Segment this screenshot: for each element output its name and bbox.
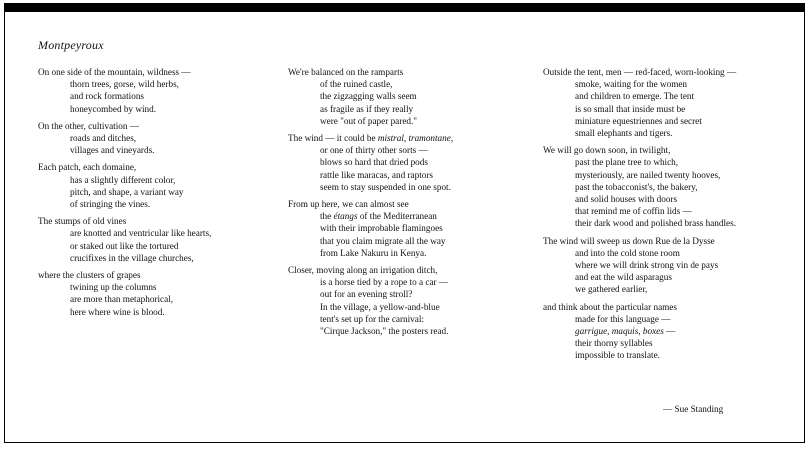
poem-line: their dark wood and polished brass handles. [575,218,737,229]
poem-line: or staked out like the tortured [70,240,179,251]
poem-line: villages and vineyards. [70,145,155,156]
poem-line: small elephants and tigers. [575,128,673,139]
poem-line: impossible to translate. [575,350,660,361]
line-text: of the Mediterranean [359,211,437,222]
poem-line [288,132,453,144]
poem-line: the zigzagging walls seem [320,91,417,102]
poem-line: On one side of the mountain, wildness — [38,67,191,77]
poem-line: and solid houses with doors [575,194,678,205]
stanza [543,66,736,139]
stanza [288,264,453,337]
column-1 [38,66,211,323]
stanza [38,161,211,210]
poem-line: with their improbable flamingoes [320,223,443,234]
poem-line: past the plane tree to which, [575,157,679,168]
poem-line: made for this language — [575,313,671,324]
poem-line: and eat the wild asparagus [575,272,672,283]
poem-line: twining up the columns [70,282,157,293]
poem-line: Closer, moving along an irrigation ditch, [288,265,438,276]
poem-line: Each patch, each domaine, [38,162,137,173]
author-signature: — Sue Standing [663,404,724,414]
poem-line: past the tobacconist's, the bakery, [575,181,698,192]
poem-line: or one of thirty other sorts — [320,145,428,156]
poem-line: miniature equestriennes and secret [575,115,702,126]
column-2 [288,66,453,342]
poem-line: pitch, and shape, a variant way [70,186,184,197]
poem-line: and into the cold stone room [575,247,680,258]
poem-line: where we will drink strong vin de pays [575,260,719,271]
poem-line: that remind me of coffin lids — [575,206,692,217]
poem-line: is so small that inside must be [575,103,686,114]
poem-line: thorn trees, gorse, wild herbs, [70,79,179,90]
poem-line: The stumps of old vines [38,216,127,227]
poem-line: We will go down soon, in twilight, [543,145,671,156]
line-text: The wind — it could be [288,133,376,144]
poem-line: out for an evening stroll? [320,289,413,300]
stanza [288,66,453,127]
poem-line: In the village, a yellow-and-blue [320,301,440,312]
poem-line: crucifixes in the village churches, [70,252,194,263]
poem-line: roads and ditches, [70,133,137,144]
poem-line: were "out of paper pared." [320,115,418,126]
poem-line: honeycombed by wind. [70,103,156,114]
italic-word: étangs [333,211,358,222]
poem-line: tent's set up for the carnival: [320,313,424,324]
stanza [543,301,736,362]
italic-words: mistral, tramontane, [377,133,454,144]
poem-line: and children to emerge. The tent [575,91,695,102]
poem-line: mysteriously, are nailed twenty hooves, [575,169,721,180]
poem-line: that you claim migrate all the way [320,235,446,246]
poem-line: of the ruined castle, [320,79,393,90]
poem-line: seem to stay suspended in one spot. [320,181,451,192]
poem-line: here where wine is blood. [70,306,165,317]
stanza [288,132,453,193]
poem-line: from Lake Nakuru in Kenya. [320,247,427,258]
poem-line: has a slightly different color, [70,174,176,185]
poem-line: are knotted and ventricular like hearts, [70,228,212,239]
poem-line: where the clusters of grapes [38,270,141,281]
poem-line: their thorny syllables [575,338,653,349]
poem-line: we gathered earlier, [575,284,648,295]
poem-line [543,325,736,337]
stanza [288,198,453,259]
poem-line: are more than metaphorical, [70,294,174,305]
poem-line: of stringing the vines. [70,199,151,210]
poem-line: and rock formations [70,91,144,102]
stanza [543,235,736,296]
poem-line: and think about the particular names [543,301,677,312]
poem-line: From up here, we can almost see [288,199,409,210]
italic-words: garrigue, maquis, boxes [575,326,664,337]
poem-line: On the other, cultivation — [38,120,139,131]
stanza [543,144,736,229]
column-3 [543,66,736,367]
poem-line: Outside the tent, men — red-faced, worn-looking — [543,67,737,77]
poem-title: Montpeyroux [38,38,104,52]
poem-line: We're balanced on the ramparts [288,67,404,77]
poem-line: smoke, waiting for the women [575,79,688,90]
poem-line: is a horse tied by a rope to a car — [320,277,449,288]
stanza [38,66,211,115]
poem-line: blows so hard that dried pods [320,157,428,168]
stanza [38,269,211,318]
poem-line [288,210,453,222]
line-text: — [663,326,676,337]
poem-line: "Cirque Jackson," the posters read. [320,326,449,337]
stanza [38,215,211,264]
poem-line: rattle like maracas, and raptors [320,169,434,180]
line-text: the [320,211,332,222]
stanza [38,120,211,157]
poem-line: as fragile as if they really [320,103,414,114]
poem-line: The wind will sweep us down Rue de la Dysse [543,235,715,246]
